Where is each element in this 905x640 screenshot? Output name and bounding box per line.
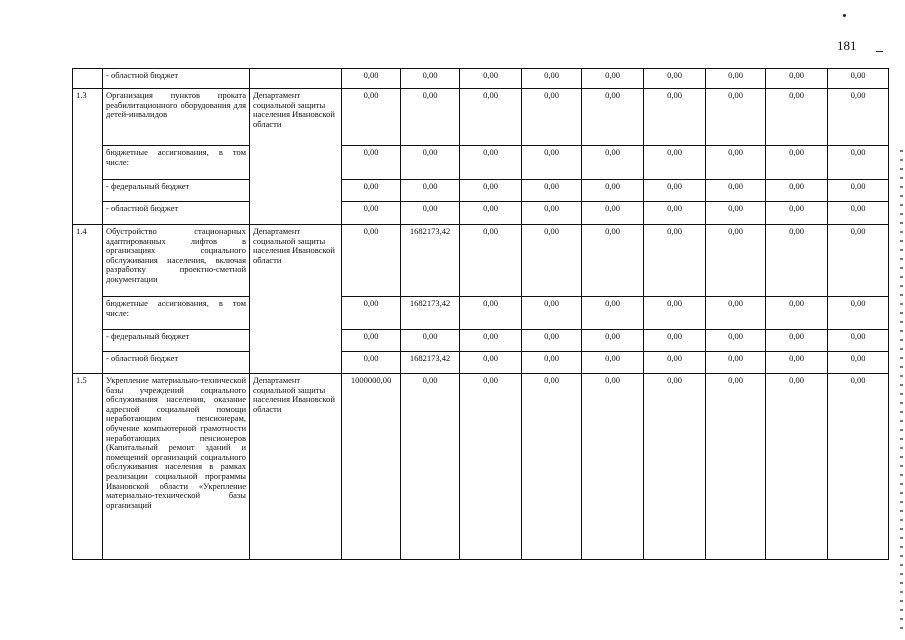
scan-edge-marks [900,150,903,630]
item-number-cell [73,69,103,89]
description-cell: - областной бюджет [103,352,250,374]
table-row [73,146,889,180]
value-cell: 0,00 [401,89,460,146]
page-mark-dot [843,14,846,17]
value-cell: 0,00 [582,202,644,225]
value-cell: 0,00 [342,69,401,89]
value-cell: 0,00 [828,352,889,374]
table-row [73,202,889,225]
value-cell: 0,00 [582,330,644,352]
value-cell: 0,00 [766,69,828,89]
value-cell: 0,00 [828,225,889,297]
value-cell: 0,00 [828,180,889,202]
page-mark-dash [876,51,883,52]
value-cell: 0,00 [766,330,828,352]
value-cell: 0,00 [644,89,706,146]
department-cell: Департамент социальной защиты населения Ивановской области [250,374,342,560]
value-cell: 1682173,42 [401,352,460,374]
value-cell: 0,00 [460,352,522,374]
value-cell: 0,00 [342,297,401,330]
value-cell: 0,00 [342,202,401,225]
value-cell: 0,00 [828,146,889,180]
value-cell: 0,00 [644,69,706,89]
table-row [73,89,889,146]
value-cell: 0,00 [644,146,706,180]
table-row [73,330,889,352]
value-cell: 0,00 [644,374,706,560]
value-cell: 0,00 [342,89,401,146]
value-cell: 0,00 [582,180,644,202]
value-cell: 0,00 [582,225,644,297]
value-cell: 0,00 [522,330,582,352]
page-number: 181 [837,38,857,53]
value-cell: 0,00 [522,297,582,330]
value-cell: 0,00 [342,146,401,180]
table-row [73,180,889,202]
description-cell: - областной бюджет [103,202,250,225]
value-cell: 0,00 [401,146,460,180]
value-cell: 0,00 [582,297,644,330]
value-cell: 0,00 [401,69,460,89]
value-cell: 1682173,42 [401,297,460,330]
value-cell: 0,00 [706,225,766,297]
value-cell: 1682173,42 [401,225,460,297]
value-cell: 0,00 [706,89,766,146]
department-cell: Департамент социальной защиты населения Ивановской области [250,225,342,374]
item-number-cell: 1.3 [73,89,103,225]
value-cell: 0,00 [766,180,828,202]
value-cell: 0,00 [460,374,522,560]
description-cell: - областной бюджет [103,69,250,89]
value-cell: 0,00 [460,330,522,352]
value-cell: 0,00 [644,330,706,352]
value-cell: 0,00 [766,89,828,146]
value-cell: 0,00 [828,374,889,560]
value-cell: 0,00 [522,89,582,146]
value-cell: 0,00 [828,330,889,352]
value-cell: 0,00 [766,202,828,225]
value-cell: 0,00 [582,69,644,89]
item-number-cell: 1.4 [73,225,103,374]
value-cell: 0,00 [460,69,522,89]
value-cell: 0,00 [828,202,889,225]
value-cell: 0,00 [342,180,401,202]
value-cell: 0,00 [522,69,582,89]
value-cell: 0,00 [342,225,401,297]
value-cell: 0,00 [644,352,706,374]
description-cell: бюджетные ассигнования, в том числе: [103,146,250,180]
value-cell: 1000000,00 [342,374,401,560]
value-cell: 0,00 [460,225,522,297]
budget-table [72,68,889,560]
value-cell: 0,00 [706,146,766,180]
value-cell: 0,00 [766,374,828,560]
item-number-cell: 1.5 [73,374,103,560]
value-cell: 0,00 [401,202,460,225]
value-cell: 0,00 [401,374,460,560]
value-cell: 0,00 [522,374,582,560]
table-row [73,69,889,89]
value-cell: 0,00 [460,180,522,202]
value-cell: 0,00 [460,89,522,146]
value-cell: 0,00 [342,330,401,352]
value-cell: 0,00 [460,297,522,330]
value-cell: 0,00 [828,297,889,330]
department-cell: Департамент социальной защиты населения Ивановской области [250,89,342,225]
value-cell: 0,00 [582,352,644,374]
value-cell: 0,00 [522,202,582,225]
value-cell: 0,00 [828,89,889,146]
value-cell: 0,00 [582,146,644,180]
table-row [73,352,889,374]
value-cell: 0,00 [342,352,401,374]
value-cell: 0,00 [706,352,766,374]
value-cell: 0,00 [460,146,522,180]
value-cell: 0,00 [644,225,706,297]
table-row [73,374,889,560]
table-row [73,225,889,297]
value-cell: 0,00 [522,146,582,180]
value-cell: 0,00 [522,180,582,202]
description-cell: Обустройство стационарных адаптированных лифтов в организациях социального обслуживания населения, включая разработку проектно-сметной документации [103,225,250,297]
description-cell: - федеральный бюджет [103,180,250,202]
value-cell: 0,00 [706,180,766,202]
department-cell [250,69,342,89]
value-cell: 0,00 [522,352,582,374]
table-row [73,297,889,330]
value-cell: 0,00 [766,352,828,374]
value-cell: 0,00 [706,69,766,89]
description-cell: Организация пунктов проката реабилитационного оборудования для детей-инвалидов [103,89,250,146]
value-cell: 0,00 [706,374,766,560]
value-cell: 0,00 [644,180,706,202]
value-cell: 0,00 [644,297,706,330]
value-cell: 0,00 [766,225,828,297]
value-cell: 0,00 [582,89,644,146]
value-cell: 0,00 [582,374,644,560]
value-cell: 0,00 [460,202,522,225]
value-cell: 0,00 [401,180,460,202]
description-cell: Укрепление материально-технической базы учреждений социального обслуживания населения, оказание адресной социальной помощи неработающим пенсионерам, обучение компьютерной грамотности неработающих пенсионеров (Капитальный ремонт зданий и помещений организаций социального обслуживания населения в рамках реализации социальной программы Ивановской области «Укрепление материально-технической базы организаций [103,374,250,560]
value-cell: 0,00 [706,202,766,225]
value-cell: 0,00 [401,330,460,352]
value-cell: 0,00 [828,69,889,89]
value-cell: 0,00 [766,146,828,180]
value-cell: 0,00 [706,297,766,330]
value-cell: 0,00 [706,330,766,352]
value-cell: 0,00 [522,225,582,297]
value-cell: 0,00 [766,297,828,330]
description-cell: - федеральный бюджет [103,330,250,352]
description-cell: бюджетные ассигнования, в том числе: [103,297,250,330]
value-cell: 0,00 [644,202,706,225]
